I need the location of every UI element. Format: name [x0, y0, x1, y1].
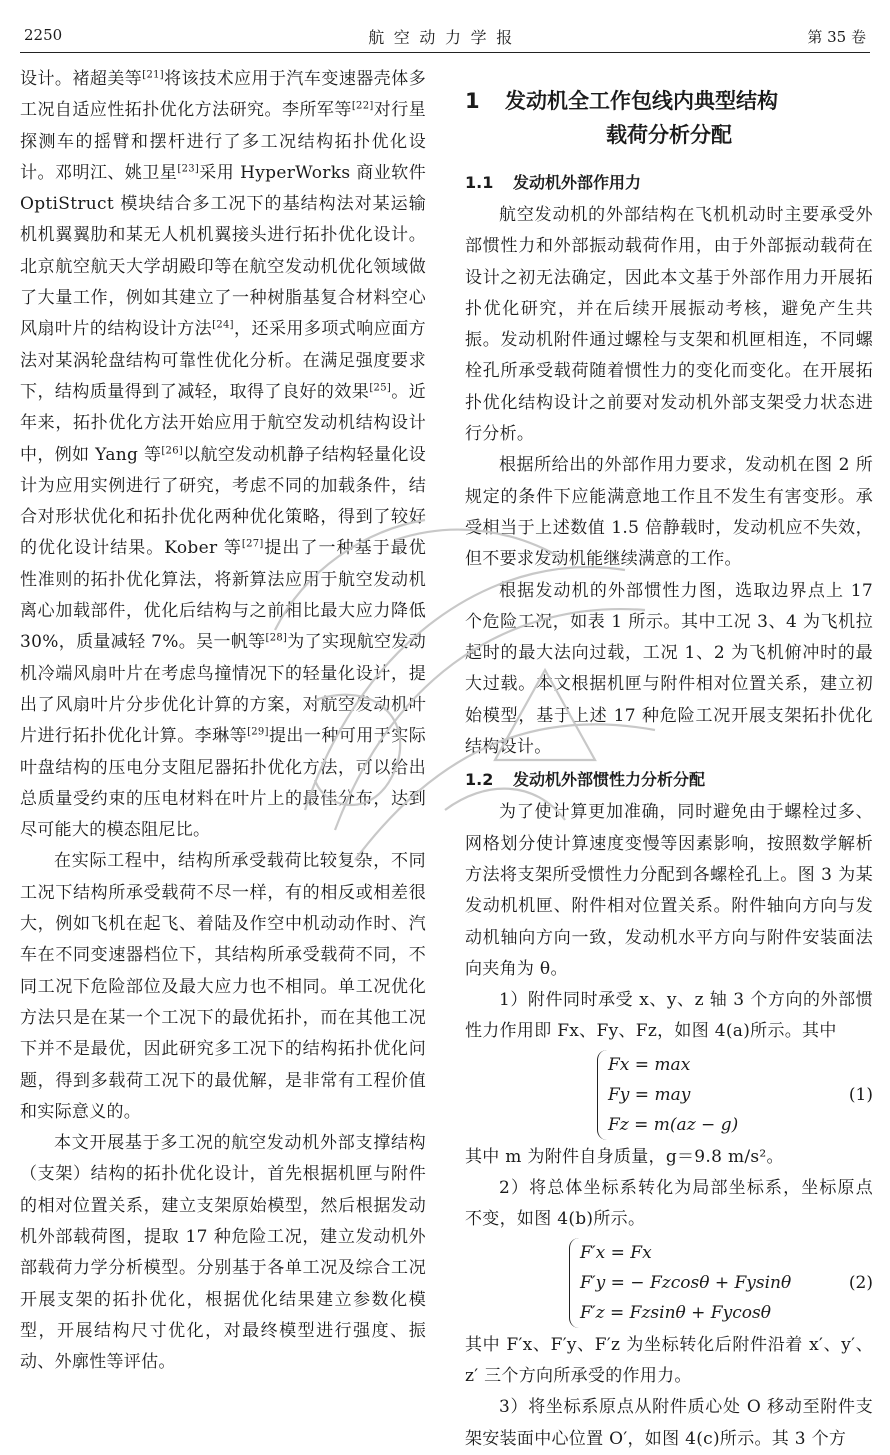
paragraph-literature-review: 设计。褚超美等[21]将该技术应用于汽车变速器壳体多工况自适应性拓扑优化方法研究。李所军等[22]对行星探测车的摇臂和摆杆进行了多工况结构拓扑优化设计。邓明江、姚卫星[23]采用 HyperWorks 商业软件 OptiStruct 模块结合多工况下的基结构法对某运输机机翼翼肋和某无人机机翼接头进行拓扑优化设计。北京航空航天大学胡殿印等在航空发动机优化领域做了大量工作，例如其建立了一种树脂基复合材料空心风扇叶片的结构设计方法[24]，还采用多项式响应面方法对某涡轮盘结构可靠性优化分析。在满足强度要求下，结构质量得到了减轻，取得了良好的效果[25]。近年来，拓扑优化方法开始应用于航空发动机结构设计中，例如 Yang 等[26]以航空发动机静子结构轻量化设计为应用实例进行了研究，考虑不同的加载条件，结合对形状优化和拓扑优化两种优化策略，得到了较好的优化设计结果。Kober 等[27]提出了一种基于最优性准则的拓扑优化算法，将新算法应用于航空发动机离心加载部件，优化后结构与之前相比最大应力降低 30%，质量减轻 7%。吴一帆等[28]为了实现航空发动机冷端风扇叶片在考虑鸟撞情况下的轻量化设计，提出了风扇叶片分步优化计算的方案，对航空发动机叶片进行拓扑优化计算。李琳等[29]提出一种可用于实际叶盘结构的压电分支阻尼器拓扑优化方法，可以给出总质量受约束的压电材料在叶片上的最佳分布，达到尽可能大的模态阻尼比。	[20, 69, 427, 841]
page-header	[20, 20, 870, 53]
section-1-heading	[465, 84, 873, 152]
equation-2: F′x = Fx F′y = − Fzcosθ + Fysinθ F′z = Fzsinθ + Fycosθ (2)	[465, 1238, 873, 1328]
paragraph-mass-note: 其中 m 为附件自身质量，g＝9.8 m/s²。	[465, 1146, 784, 1167]
section-title-line2: 载荷分析分配	[606, 123, 732, 147]
paragraph-inertia-allocation: 为了使计算更加准确，同时避免由于螺栓过多、网格划分使计算速度变慢等因素影响，按照数学解析方法将支架所受惯性力分配到各螺栓孔上。图 3 为某发动机机匣、附件相对位置关系。附件轴向方向与发动机轴向方向一致，发动机水平方向与附件安装面法向夹角为 θ。	[465, 802, 873, 979]
citation[interactable]: [22]	[351, 100, 374, 112]
citation[interactable]: [24]	[212, 319, 234, 331]
citation[interactable]: [26]	[161, 444, 184, 456]
section-title-line1: 发动机全工作包线内典型结构	[505, 89, 778, 113]
equation-1: Fx = max Fy = may Fz = m(az − g) (1)	[465, 1050, 873, 1140]
paragraph-step-2: 2）将总体坐标系转化为局部坐标系，坐标原点不变，如图 4(b)所示。	[465, 1178, 873, 1230]
citation[interactable]: [27]	[241, 538, 264, 550]
left-column	[20, 64, 426, 1378]
paragraph-paper-outline: 本文开展基于多工况的航空发动机外部支撑结构（支架）结构的拓扑优化设计，首先根据机匣与附件的相对位置关系，建立支架原始模型，然后根据发动机外部载荷图，提取 17 种危险工况，建立发动机外部载荷力学分析模型。分别基于各单工况及综合工况开展支架的拓扑优化，根据优化结果建立参数化模型，开展结构尺寸优化，对最终模型进行强度、振动、外廓性等评估。	[20, 1133, 426, 1373]
paragraph-external-force: 航空发动机的外部结构在飞机机动时主要承受外部惯性力和外部振动载荷作用，由于外部振动载荷在设计之初无法确定，因此本文基于外部作用力开展拓扑优化研究，并在后续开展振动考核，避免产生共振。发动机附件通过螺栓与支架和机匣相连，不同螺栓孔所承受载荷随着惯性力的变化而变化。在开展拓扑优化结构设计之前要对发动机外部支架受力状态进行分析。	[465, 205, 873, 445]
volume-label: 第 35 卷	[807, 28, 866, 46]
right-column	[465, 64, 873, 1455]
citation[interactable]: [28]	[265, 632, 288, 644]
paragraph-step-1: 1）附件同时承受 x、y、z 轴 3 个方向的外部惯性力作用即 Fx、Fy、Fz，如图 4(a)所示。其中	[465, 990, 873, 1042]
equation-number: (2)	[848, 1272, 873, 1293]
citation[interactable]: [25]	[369, 382, 392, 394]
paragraph-step-3: 3）将坐标系原点从附件质心处 O 移动至附件支架安装面中心位置 O′，如图 4(c)所示。其 3 个方	[465, 1397, 873, 1449]
subsection-1-2-heading: 1.2 发动机外部惯性力分析分配	[465, 770, 706, 790]
page-number: 2250	[24, 26, 63, 44]
subsection-1-1-heading: 1.1 发动机外部作用力	[465, 173, 642, 192]
equation-number: (1)	[848, 1084, 873, 1105]
paragraph-force-requirement: 根据所给出的外部作用力要求，发动机在图 2 所规定的条件下应能满意地工作且不发生有害变形。承受相当于上述数值 1.5 倍静载时，发动机应不失效，但不要求发动机能继续满意的工作。	[465, 455, 873, 570]
citation[interactable]: [21]	[142, 69, 164, 81]
paragraph-dangerous-conditions: 根据发动机的外部惯性力图，选取边界点上 17 个危险工况，如表 1 所示。其中工况 3、4 为飞机拉起时的最大法向过载，工况 1、2 为飞机俯冲时的最大过载。本文根据机匣与附件相对位置关系，建立初始模型，基于上述 17 种危险工况开展支架拓扑优化结构设计。	[465, 580, 873, 758]
paragraph-force-definition: 其中 F′x、F′y、F′z 为坐标转化后附件沿着 x′、y′、z′ 三个方向所承受的作用力。	[465, 1334, 873, 1386]
citation[interactable]: [29]	[247, 726, 269, 738]
paragraph-multi-condition: 在实际工程中，结构所承受载荷比较复杂，不同工况下结构所承受载荷不尽一样，有的相反或相差很大，例如飞机在起飞、着陆及作空中机动动作时、汽车在不同变速器档位下，其结构所承受载荷不同，不同工况下危险部位及最大应力也不相同。单工况优化方法只是在某一个工况下的最优拓扑，而在其他工况下并不是最优，因此研究多工况下的结构拓扑优化问题，得到多载荷工况下的最优解，是非常有工程价值和实际意义的。	[20, 851, 426, 1122]
section-number: 1	[465, 89, 480, 113]
citation[interactable]: [23]	[177, 163, 200, 175]
journal-name: 航空动力学报	[368, 28, 522, 47]
